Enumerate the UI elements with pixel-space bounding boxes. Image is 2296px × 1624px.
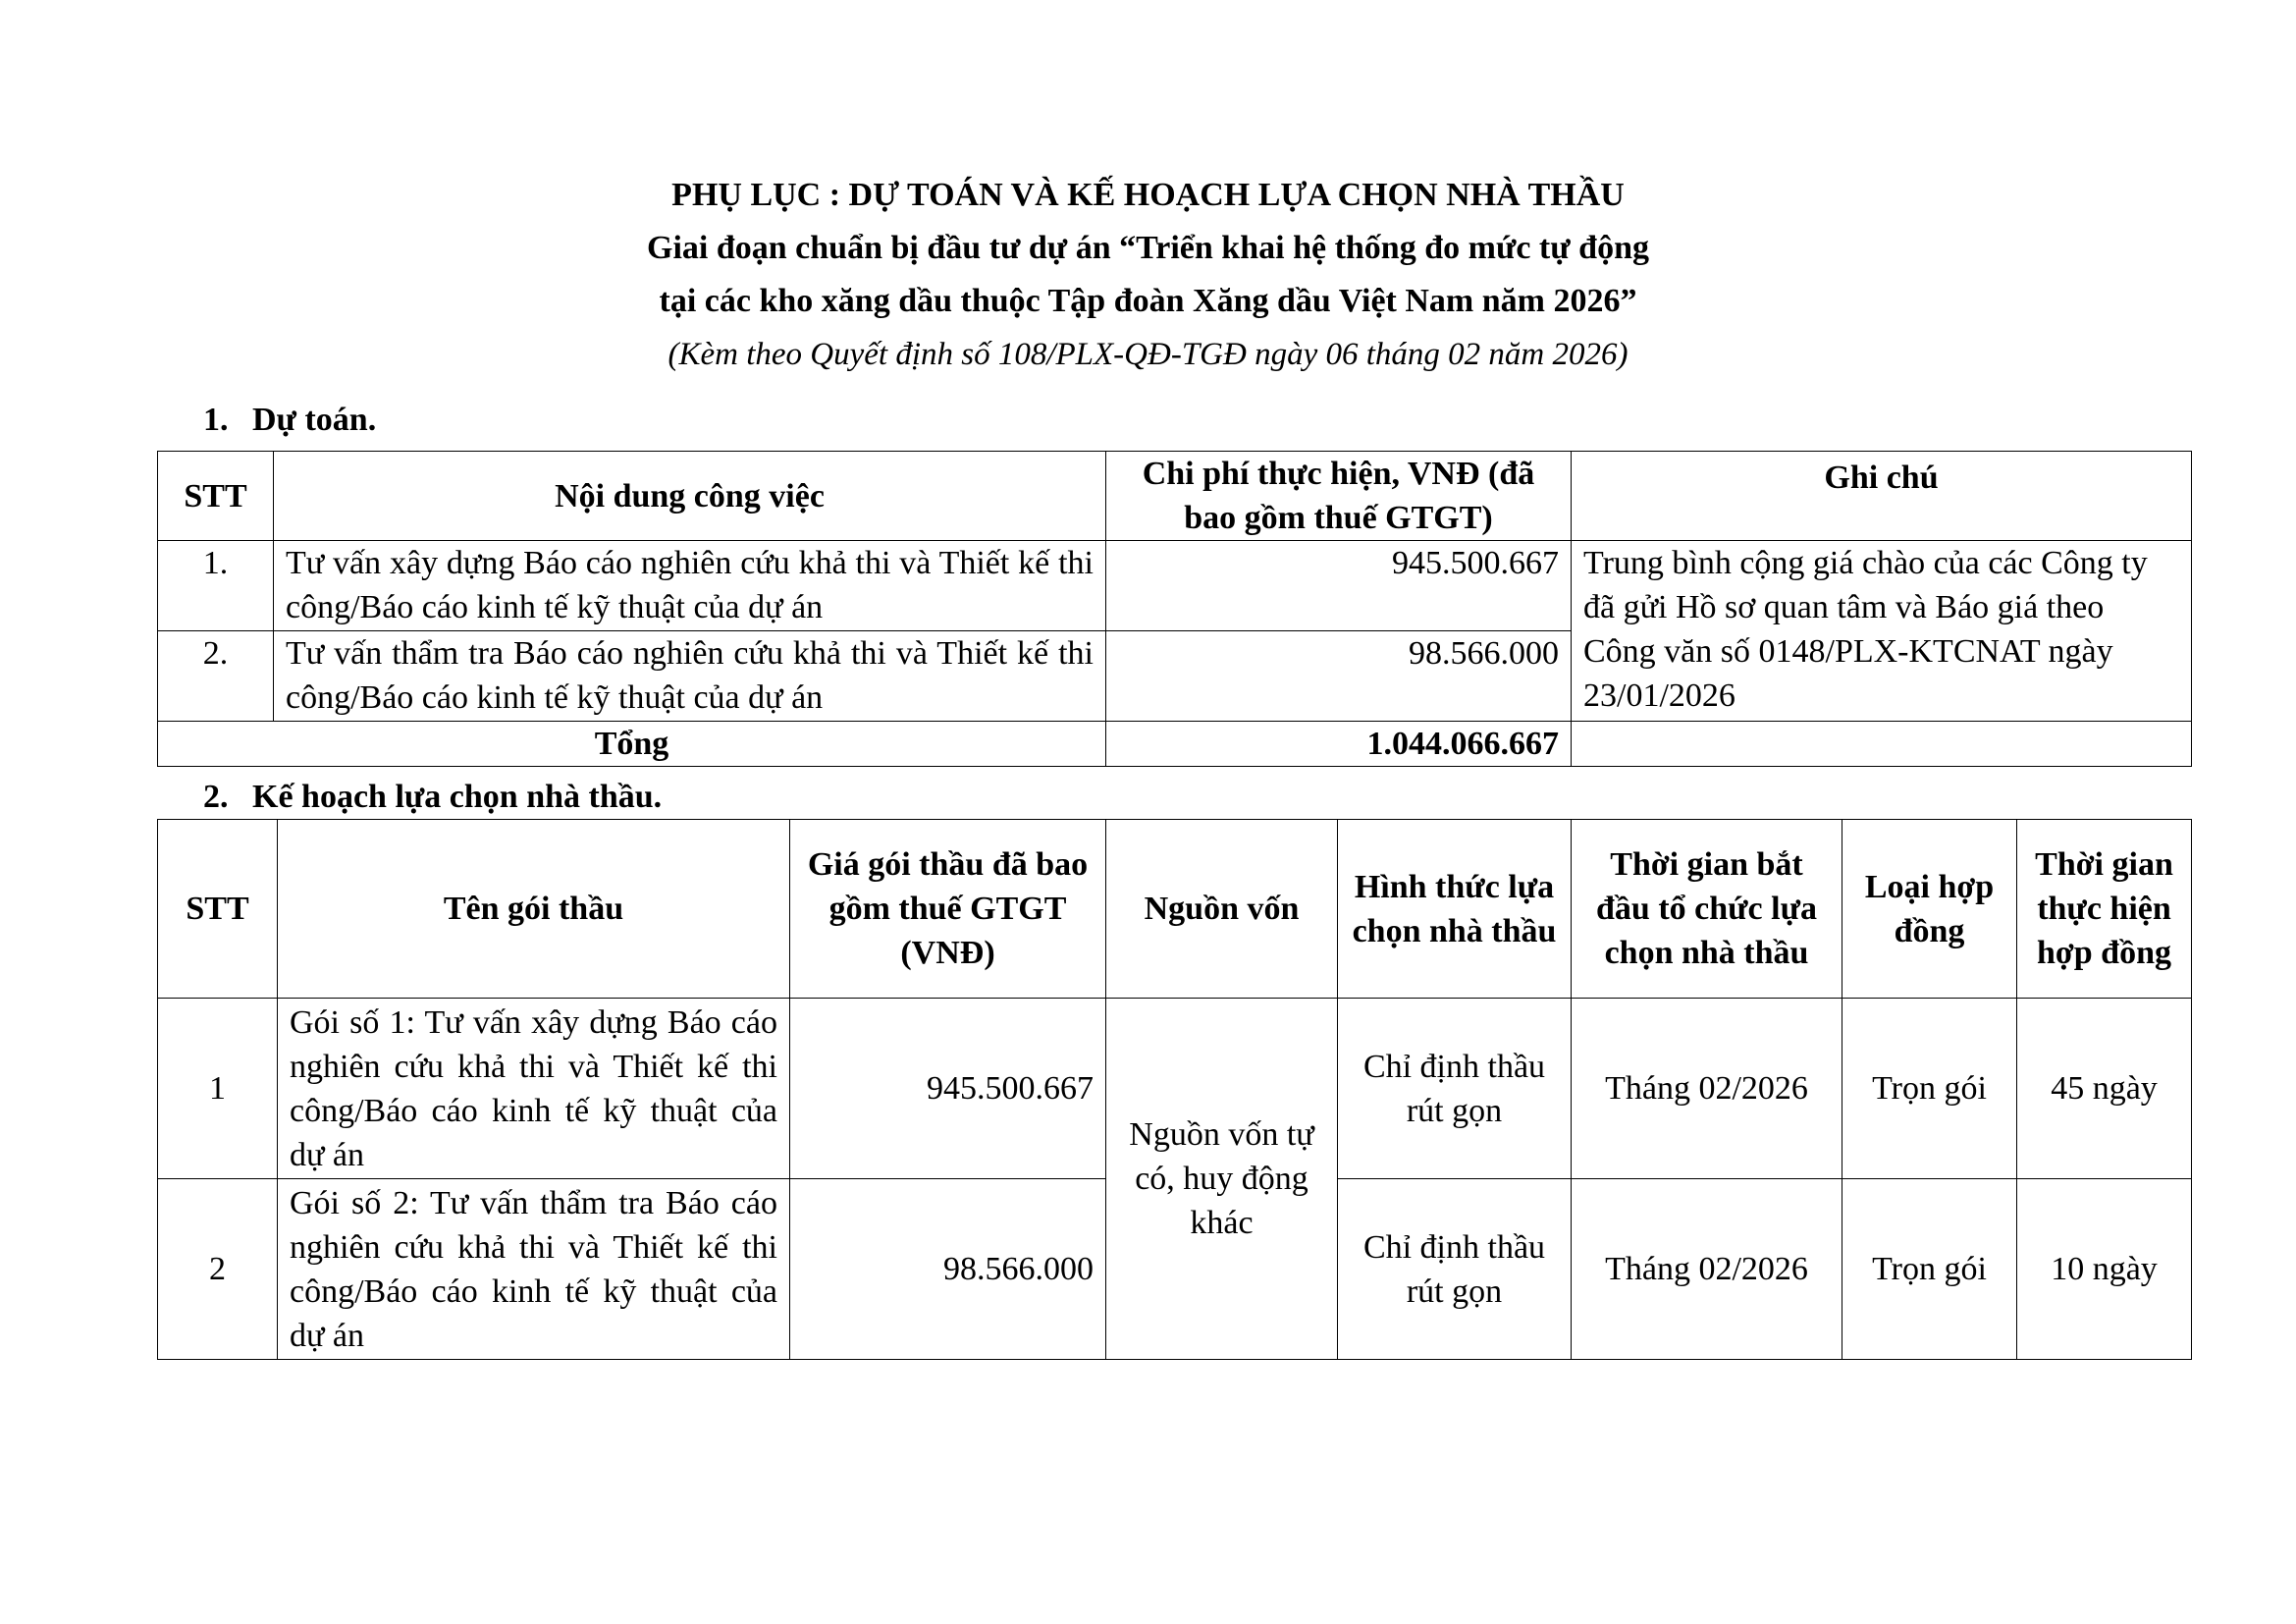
plan-row1-package: Gói số 1: Tư vấn xây dựng Báo cáo nghiên cứu khả thi và Thiết kế thi công/Báo cáo kinh tế kỹ thuật của dự án: [278, 999, 790, 1179]
plan-header-row: [158, 820, 2192, 999]
estimate-row2-cost: 98.566.000: [1106, 631, 1572, 722]
plan-row2-duration: 10 ngày: [2017, 1179, 2192, 1360]
plan-row2-price: 98.566.000: [790, 1179, 1106, 1360]
contractor-plan-table: [157, 819, 2192, 1360]
estimate-row1-content: Tư vấn xây dựng Báo cáo nghiên cứu khả thi và Thiết kế thi công/Báo cáo kinh tế kỹ thuật của dự án: [274, 541, 1106, 631]
plan-row1-contract-type: Trọn gói: [1842, 999, 2017, 1179]
estimate-header-row: [158, 452, 2192, 541]
estimate-header-cost: Chi phí thực hiện, VNĐ (đã bao gồm thuế GTGT): [1106, 452, 1572, 541]
plan-row1-duration: 45 ngày: [2017, 999, 2192, 1179]
estimate-total-note: [1572, 722, 2192, 767]
estimate-total-label: Tổng: [158, 722, 1106, 767]
estimate-row1-stt: 1.: [158, 541, 274, 631]
estimate-note: Trung bình cộng giá chào của các Công ty đã gửi Hồ sơ quan tâm và Báo giá theo Công văn số 0148/PLX-KTCNAT ngày 23/01/2026: [1572, 541, 2192, 722]
estimate-header-content: Nội dung công việc: [274, 452, 1106, 541]
plan-header-package: Tên gói thầu: [278, 820, 790, 999]
plan-row1-price: 945.500.667: [790, 999, 1106, 1179]
plan-row2-stt: 2: [158, 1179, 278, 1360]
plan-row2-method: Chỉ định thầu rút gọn: [1338, 1179, 1572, 1360]
plan-row2-contract-type: Trọn gói: [1842, 1179, 2017, 1360]
estimate-row1-cost: 945.500.667: [1106, 541, 1572, 631]
document-attached-note: (Kèm theo Quyết định số 108/PLX-QĐ-TGĐ ngày 06 tháng 02 năm 2026): [667, 337, 1629, 372]
table-row: [158, 541, 2192, 631]
document-title: PHỤ LỤC : DỰ TOÁN VÀ KẾ HOẠCH LỰA CHỌN NHÀ THẦU: [671, 177, 1625, 213]
plan-row1-start: Tháng 02/2026: [1572, 999, 1842, 1179]
table-row: [158, 999, 2192, 1179]
section2-title: Kế hoạch lựa chọn nhà thầu.: [252, 779, 663, 815]
section1-heading: [203, 401, 376, 440]
section2-number: 2.: [203, 779, 229, 815]
plan-header-fund: Nguồn vốn: [1106, 820, 1338, 999]
document-subtitle-line2: tại các kho xăng dầu thuộc Tập đoàn Xăng dầu Việt Nam năm 2026”: [659, 283, 1637, 319]
plan-header-method: Hình thức lựa chọn nhà thầu: [1338, 820, 1572, 999]
section2-heading: [203, 778, 662, 817]
plan-header-contract-type: Loại hợp đồng: [1842, 820, 2017, 999]
title-block: [0, 169, 2296, 381]
estimate-row2-content: Tư vấn thẩm tra Báo cáo nghiên cứu khả thi và Thiết kế thi công/Báo cáo kinh tế kỹ thuật của dự án: [274, 631, 1106, 722]
document-subtitle-line1: Giai đoạn chuẩn bị đầu tư dự án “Triển khai hệ thống đo mức tự động: [647, 230, 1649, 266]
plan-row2-package: Gói số 2: Tư vấn thẩm tra Báo cáo nghiên cứu khả thi và Thiết kế thi công/Báo cáo kinh tế kỹ thuật của dự án: [278, 1179, 790, 1360]
plan-row2-start: Tháng 02/2026: [1572, 1179, 1842, 1360]
plan-header-duration: Thời gian thực hiện hợp đồng: [2017, 820, 2192, 999]
plan-fund: Nguồn vốn tự có, huy động khác: [1106, 999, 1338, 1360]
estimate-total-row: [158, 722, 2192, 767]
estimate-header-stt: STT: [158, 452, 274, 541]
estimate-row2-stt: 2.: [158, 631, 274, 722]
estimate-header-note: Ghi chú: [1572, 452, 2192, 541]
plan-header-price: Giá gói thầu đã bao gồm thuế GTGT (VNĐ): [790, 820, 1106, 999]
section1-number: 1.: [203, 402, 229, 438]
plan-header-stt: STT: [158, 820, 278, 999]
estimate-total-value: 1.044.066.667: [1106, 722, 1572, 767]
plan-header-start: Thời gian bắt đầu tổ chức lựa chọn nhà thầu: [1572, 820, 1842, 999]
section1-title: Dự toán.: [252, 402, 377, 438]
plan-row1-method: Chỉ định thầu rút gọn: [1338, 999, 1572, 1179]
plan-row1-stt: 1: [158, 999, 278, 1179]
estimate-table: [157, 451, 2192, 767]
